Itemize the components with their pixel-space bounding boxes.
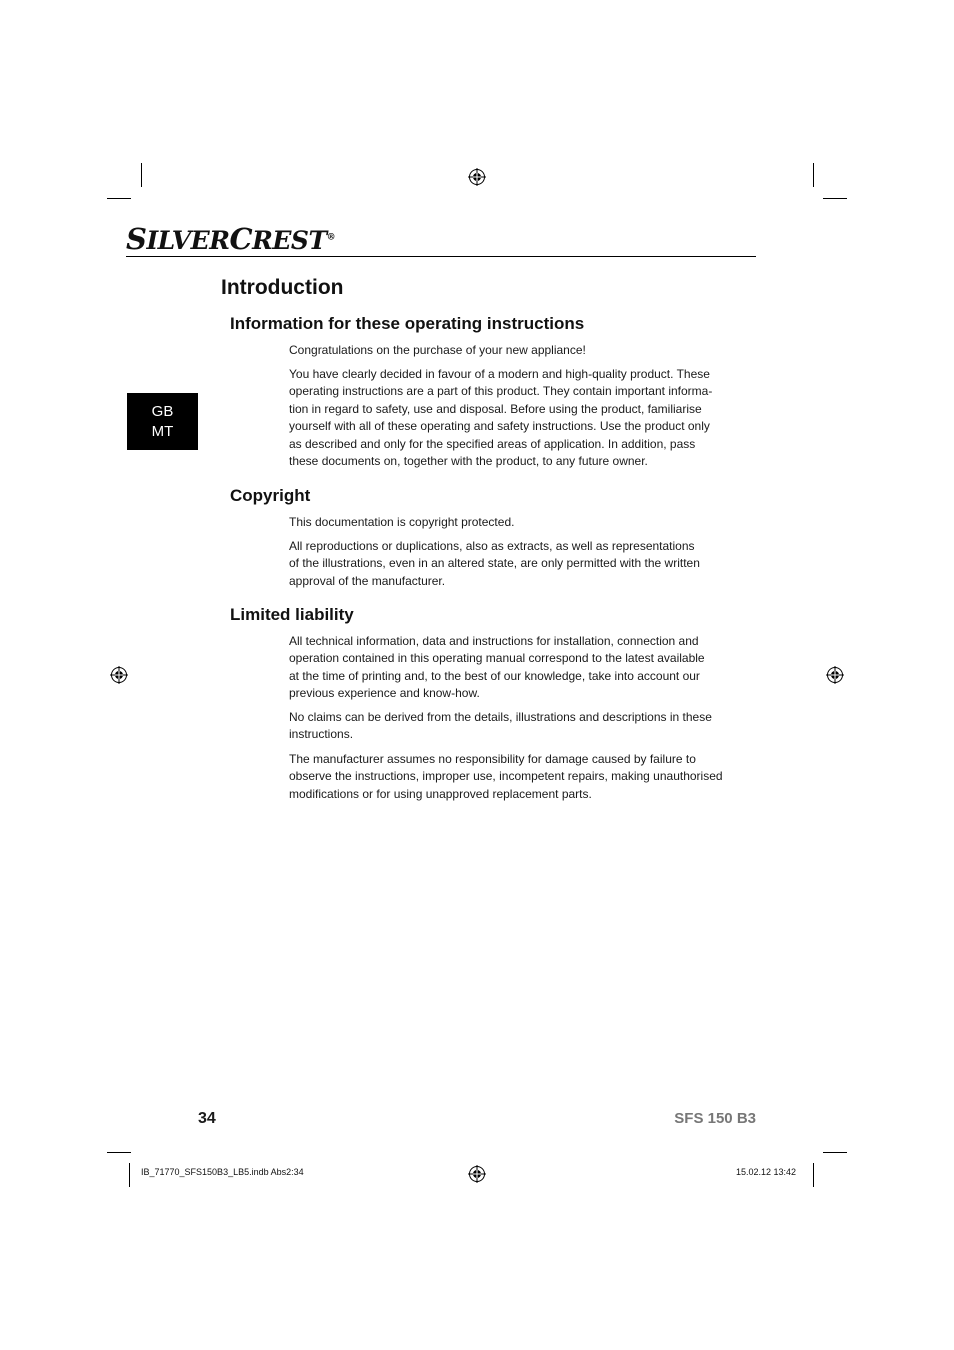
crop-mark xyxy=(141,163,142,187)
crop-mark xyxy=(823,198,847,199)
paragraph: Congratulations on the purchase of your new appliance! xyxy=(289,343,586,357)
section-heading: Limited liability xyxy=(230,605,354,624)
page-number: 34 xyxy=(198,1110,216,1127)
registration-mark-icon xyxy=(826,666,844,684)
crop-mark xyxy=(107,1152,131,1153)
language-code: GB xyxy=(151,403,174,420)
paragraph: You have clearly decided in favour of a modern and high-quality product. These operating instructions are a part of this product. They contain important informa- tion in regard to safety, use and disposal. Before using the product, familiarise yourself with all of these operating and safety instructions. Use the product only as described and only for the specified areas of application. In addition, pass these documents on, together with the product, to any future owner. xyxy=(289,367,713,469)
page-title: Introduction xyxy=(221,276,344,299)
paragraph: This documentation is copyright protected. xyxy=(289,515,515,529)
print-slug-file: IB_71770_SFS150B3_LB5.indb Abs2:34 xyxy=(141,1167,304,1177)
paragraph: All technical information, data and instructions for installation, connection and operation contained in this operating manual correspond to the latest available at the time of printing and, to the best of our knowledge, take into account our previous experience and know-how. xyxy=(289,634,705,701)
model-number: SFS 150 B3 xyxy=(674,1110,756,1127)
crop-mark xyxy=(823,1152,847,1153)
print-slug-date: 15.02.12 13:42 xyxy=(736,1167,797,1177)
paragraph: All reproductions or duplications, also as extracts, as well as representations of the illustrations, even in an altered state, are only permitted with the written approval of the manufacturer. xyxy=(289,539,700,588)
section-heading: Information for these operating instructions xyxy=(230,314,585,333)
crop-mark xyxy=(129,1163,130,1187)
crop-mark xyxy=(107,198,131,199)
section-heading: Copyright xyxy=(230,486,311,505)
header-rule xyxy=(126,256,756,257)
crop-mark xyxy=(813,163,814,187)
language-tab xyxy=(127,393,198,450)
silvercrest-logo: SILVERCREST® xyxy=(126,222,336,256)
crop-mark xyxy=(813,1163,814,1187)
registration-mark-icon xyxy=(468,1165,486,1183)
registration-mark-icon xyxy=(468,168,486,186)
registration-mark-icon xyxy=(110,666,128,684)
paragraph: The manufacturer assumes no responsibility for damage caused by failure to observe the instructions, improper use, incompetent repairs, making unauthorised modifications or for using unapproved replacement parts. xyxy=(289,752,723,801)
language-code: MT xyxy=(151,423,174,440)
paragraph: No claims can be derived from the details, illustrations and descriptions in these instructions. xyxy=(289,710,712,742)
